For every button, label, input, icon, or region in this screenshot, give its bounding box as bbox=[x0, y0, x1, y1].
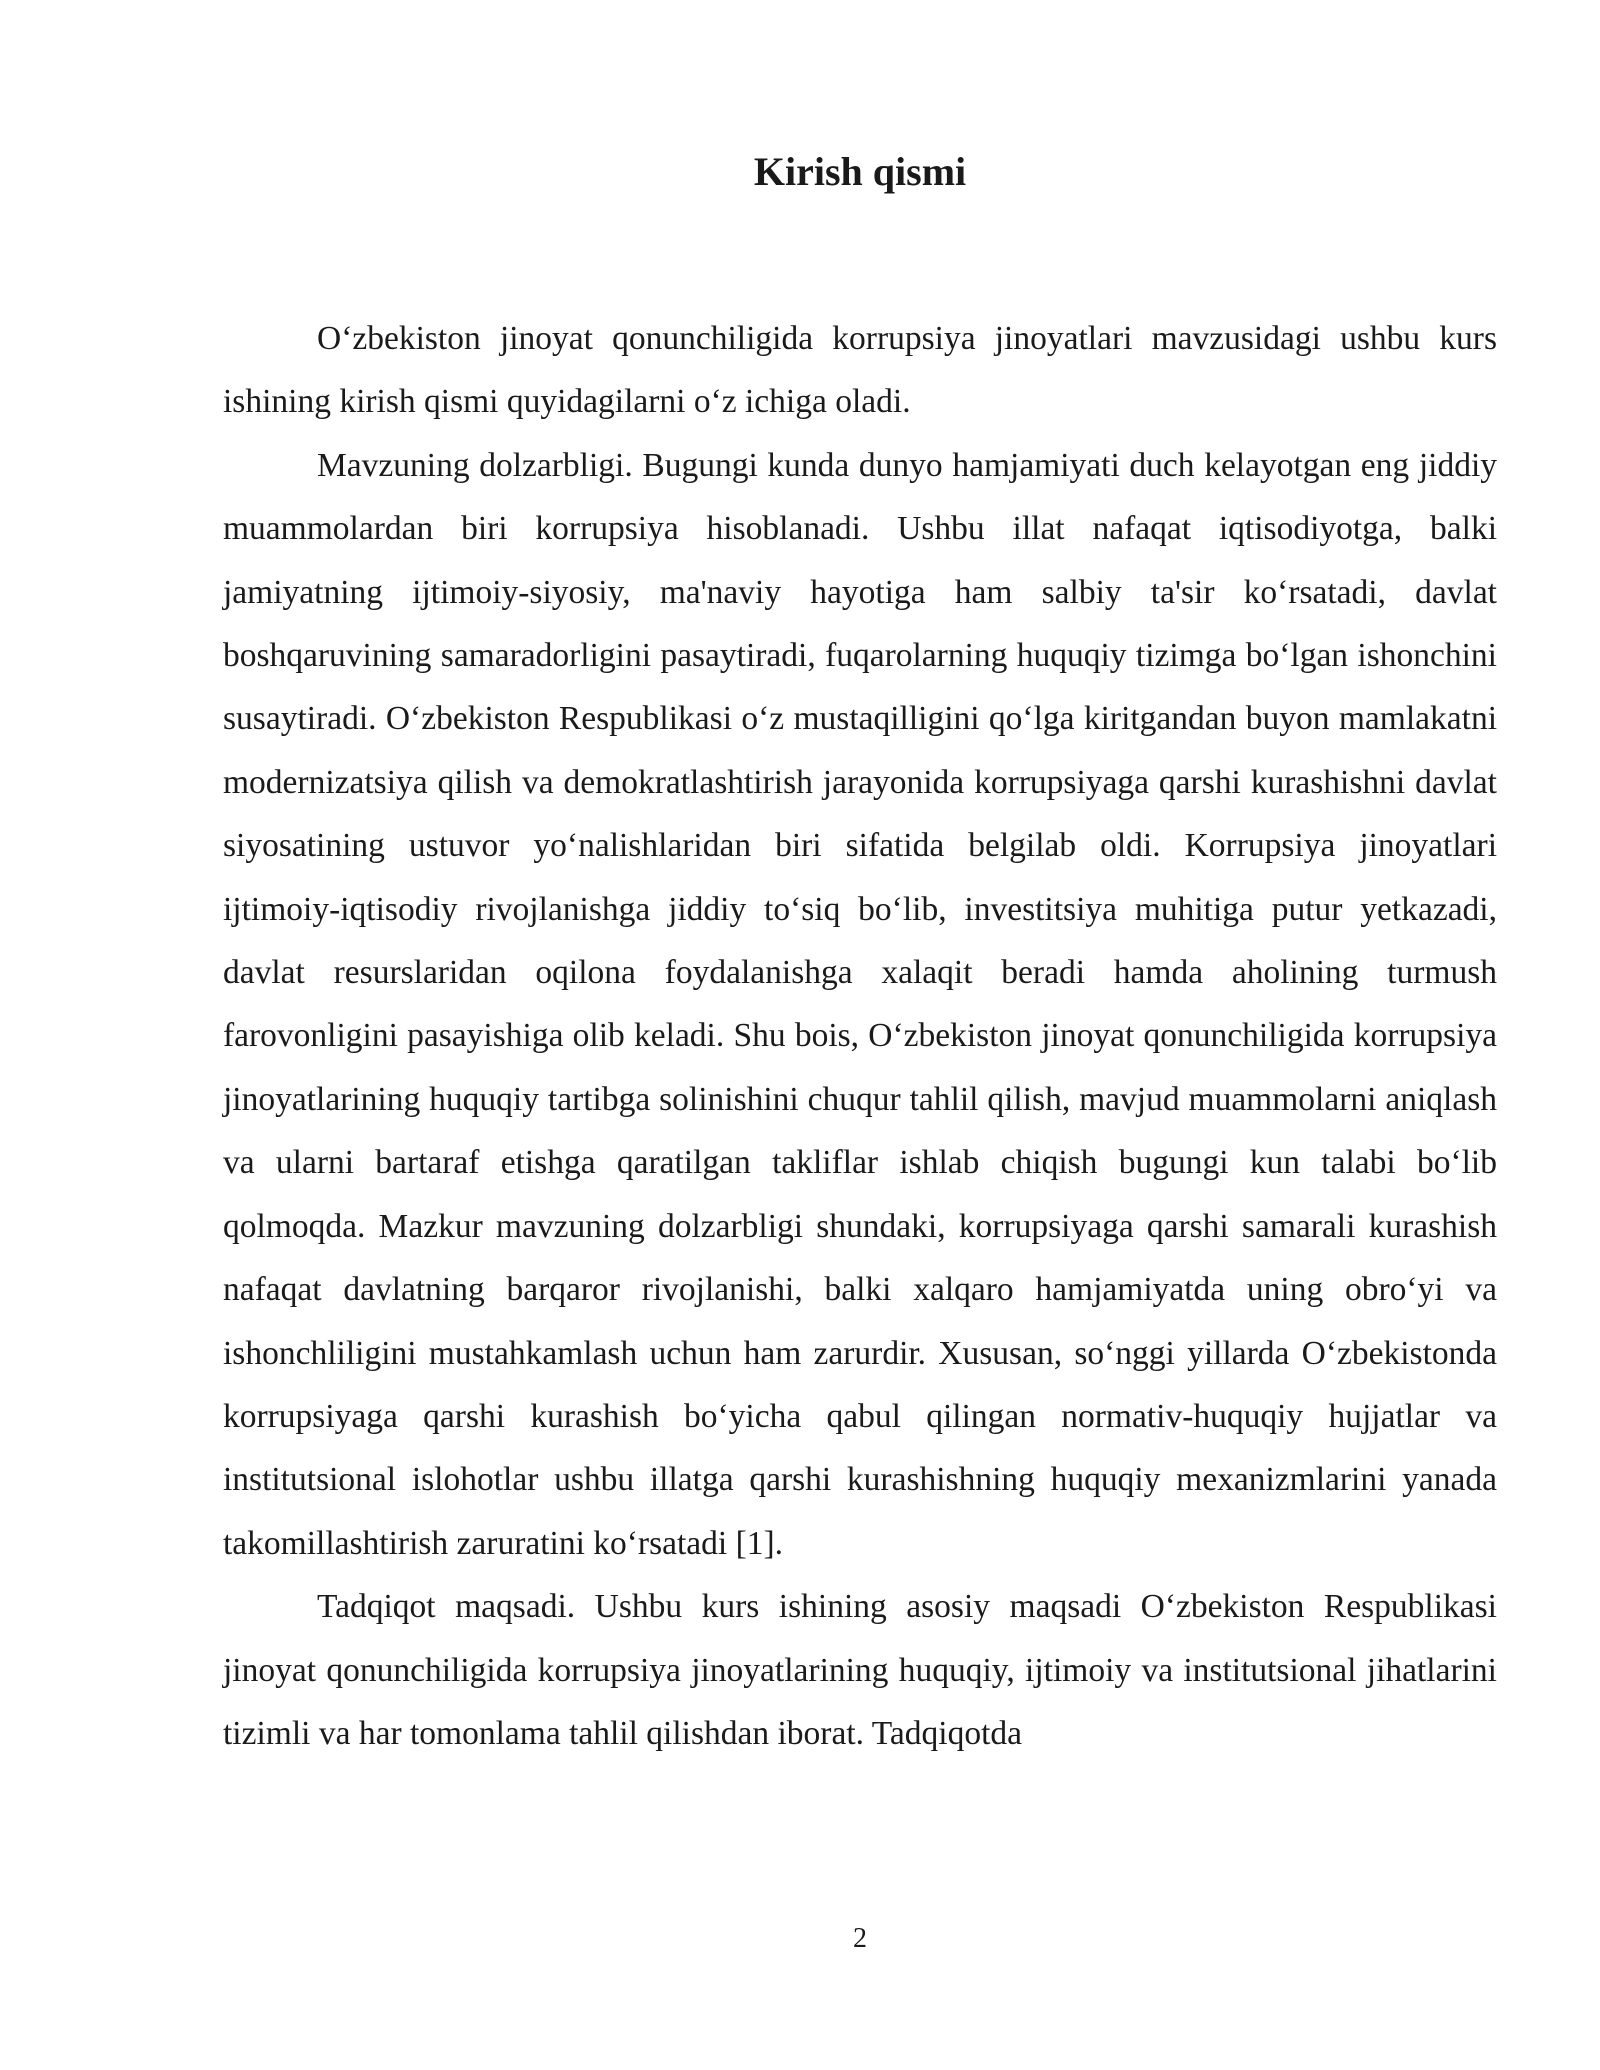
paragraph-intro: O‘zbekiston jinoyat qonunchiligida korrupsiya jinoyatlari mavzusidagi ushbu kurs ishining kirish qismi quyidagilarni o‘z ichiga oladi. bbox=[223, 320, 1497, 421]
page-title: Kirish qismi bbox=[753, 149, 967, 194]
body-text bbox=[223, 307, 1497, 1765]
page-number: 2 bbox=[853, 1923, 867, 1954]
paragraph-relevance: Mavzuning dolzarbligi. Bugungi kunda dunyo hamjamiyati duch kelayotgan eng jiddiy muammolardan biri korrupsiya hisoblanadi. Ushbu illat nafaqat iqtisodiyotga, balki jamiyatning ijtimoiy-siyosiy, ma'naviy hayotiga ham salbiy ta'sir ko‘rsatadi, davlat boshqaruvining samaradorligini pasaytiradi, fuqarolarning huquqiy tizimga bo‘lgan ishonchini susaytiradi. O‘zbekiston Respublikasi o‘z mustaqilligini qo‘lga kiritgandan buyon mamlakatni modernizatsiya qilish va demokratlashtirish jarayonida korrupsiyaga qarshi kurashishni davlat siyosatining ustuvor yo‘nalishlaridan biri sifatida belgilab oldi. Korrupsiya jinoyatlari ijtimoiy-iqtisodiy rivojlanishga jiddiy to‘siq bo‘lib, investitsiya muhitiga putur yetkazadi, davlat resurslaridan oqilona foydalanishga xalaqit beradi hamda aholining turmush farovonligini pasayishiga olib keladi. Shu bois, O‘zbekiston jinoyat qonunchiligida korrupsiya jinoyatlarining huquqiy tartibga solinishini chuqur tahlil qilish, mavjud muammolarni aniqlash va ularni bartaraf etishga qaratilgan takliflar ishlab chiqish bugungi kun talabi bo‘lib qolmoqda. Mazkur mavzuning dolzarbligi shundaki, korrupsiyaga qarshi samarali kurashish nafaqat davlatning barqaror rivojlanishi, balki xalqaro hamjamiyatda uning obro‘yi va ishonchliligini mustahkamlash uchun ham zarurdir. Xususan, so‘nggi yillarda O‘zbekistonda korrupsiyaga qarshi kurashish bo‘yicha qabul qilingan normativ-huquqiy hujjatlar va institutsional islohotlar ushbu illatga qarshi kurashishning huquqiy mexanizmlarini yanada takomillashtirish zaruratini ko‘rsatadi [1]. bbox=[223, 446, 1497, 1562]
paragraph-research-goal: Tadqiqot maqsadi. Ushbu kurs ishining asosiy maqsadi O‘zbekiston Respublikasi jinoyat qonunchiligida korrupsiya jinoyatlarining huquqiy, ijtimoiy va institutsional jihatlarini tizimli va har tomonlama tahlil qilishdan iborat. Tadqiqotda bbox=[223, 1588, 1497, 1752]
